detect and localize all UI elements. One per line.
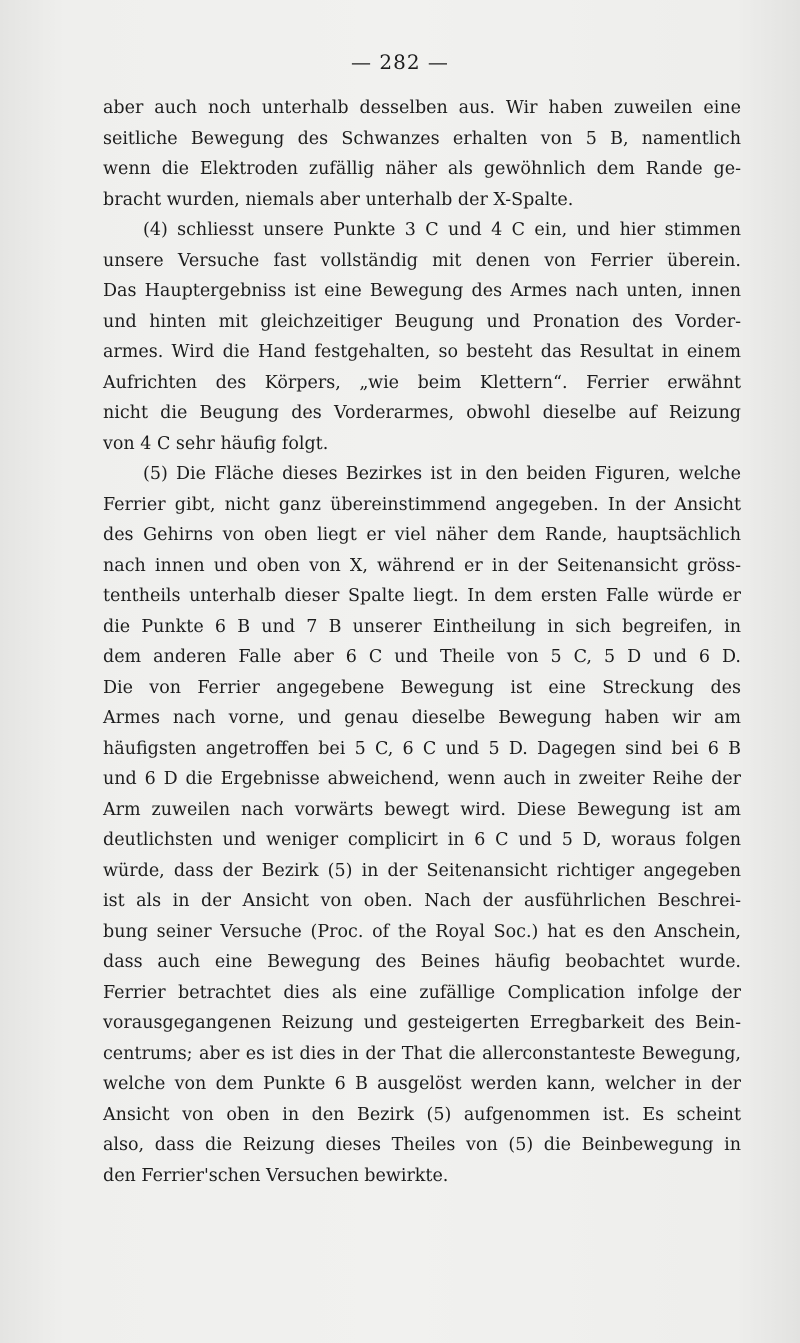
text-line: von 4 C sehr häufig folgt.: [103, 433, 329, 454]
text-line: vorausgegangenen Reizung und gesteigerten Erregbarkeit des Bein-: [103, 1013, 741, 1033]
text-line: bracht wurden, niemals aber unterhalb der X-Spalte.: [103, 189, 574, 210]
text-line: die Punkte 6 B und 7 B unserer Eintheilung in sich begreifen, in: [103, 616, 741, 637]
text-line: Armes nach vorne, und genau dieselbe Bewegung haben wir am: [103, 708, 741, 728]
text-line: bung seiner Versuche (Proc. of the Royal Soc.) hat es den Anschein,: [103, 921, 741, 942]
text-line: aber auch noch unterhalb desselben aus. Wir haben zuweilen eine: [103, 98, 741, 118]
text-line: deutlichsten und weniger complicirt in 6 C und 5 D, woraus folgen: [103, 830, 741, 850]
text-line: Ferrier gibt, nicht ganz übereinstimmend angegeben. In der Ansicht: [103, 494, 741, 515]
text-line: und 6 D die Ergebnisse abweichend, wenn auch in zweiter Reihe der: [103, 769, 741, 789]
body-text: [103, 93, 741, 1191]
text-line: tentheils unterhalb dieser Spalte liegt. In dem ersten Falle würde er: [103, 586, 741, 606]
text-line: (5) Die Fläche dieses Bezirkes ist in den beiden Figuren, welche: [143, 464, 741, 484]
text-line: dem anderen Falle aber 6 C und Theile von 5 C, 5 D und 6 D.: [103, 647, 741, 667]
text-line: Das Hauptergebniss ist eine Bewegung des Armes nach unten, innen: [103, 281, 741, 301]
text-line: nach innen und oben von X, während er in der Seitenansicht gröss-: [103, 555, 741, 576]
text-line: und hinten mit gleichzeitiger Beugung und Pronation des Vorder-: [103, 311, 741, 332]
text-line: des Gehirns von oben liegt er viel näher dem Rande, hauptsächlich: [103, 525, 741, 545]
text-line: welche von dem Punkte 6 B ausgelöst werden kann, welcher in der: [103, 1074, 741, 1094]
text-line: den Ferrier'schen Versuchen bewirkte.: [103, 1165, 449, 1186]
text-line: Arm zuweilen nach vorwärts bewegt wird. Diese Bewegung ist am: [103, 799, 741, 820]
text-line: (4) schliesst unsere Punkte 3 C und 4 C ein, und hier stimmen: [143, 220, 741, 240]
text-line: nicht die Beugung des Vorderarmes, obwohl dieselbe auf Reizung: [103, 403, 741, 423]
text-line: centrums; aber es ist dies in der That die allerconstanteste Bewegung,: [103, 1043, 741, 1064]
text-line: armes. Wird die Hand festgehalten, so besteht das Resultat in einem: [103, 342, 741, 362]
text-line: Ansicht von oben in den Bezirk (5) aufgenommen ist. Es scheint: [103, 1104, 741, 1125]
text-line: unsere Versuche fast vollständig mit denen von Ferrier überein.: [103, 250, 741, 271]
text-line: wenn die Elektroden zufällig näher als gewöhnlich dem Rande ge-: [103, 159, 741, 179]
text-line: Die von Ferrier angegebene Bewegung ist eine Streckung des: [103, 677, 741, 698]
text-line: würde, dass der Bezirk (5) in der Seitenansicht richtiger angegeben: [103, 860, 741, 881]
text-line: häufigsten angetroffen bei 5 C, 6 C und 5 D. Dagegen sind bei 6 B: [103, 738, 741, 759]
text-line: Ferrier betrachtet dies als eine zufällige Complication infolge der: [103, 982, 741, 1003]
text-line: also, dass die Reizung dieses Theiles von (5) die Beinbewegung in: [103, 1135, 741, 1155]
text-line: seitliche Bewegung des Schwanzes erhalten von 5 B, namentlich: [103, 128, 741, 149]
text-line: Aufrichten des Körpers, „wie beim Klettern“. Ferrier erwähnt: [103, 372, 741, 393]
page-number: — 282 —: [351, 50, 449, 74]
text-line: dass auch eine Bewegung des Beines häufig beobachtet wurde.: [103, 952, 741, 972]
text-line: ist als in der Ansicht von oben. Nach der ausführlichen Beschrei-: [103, 891, 741, 911]
